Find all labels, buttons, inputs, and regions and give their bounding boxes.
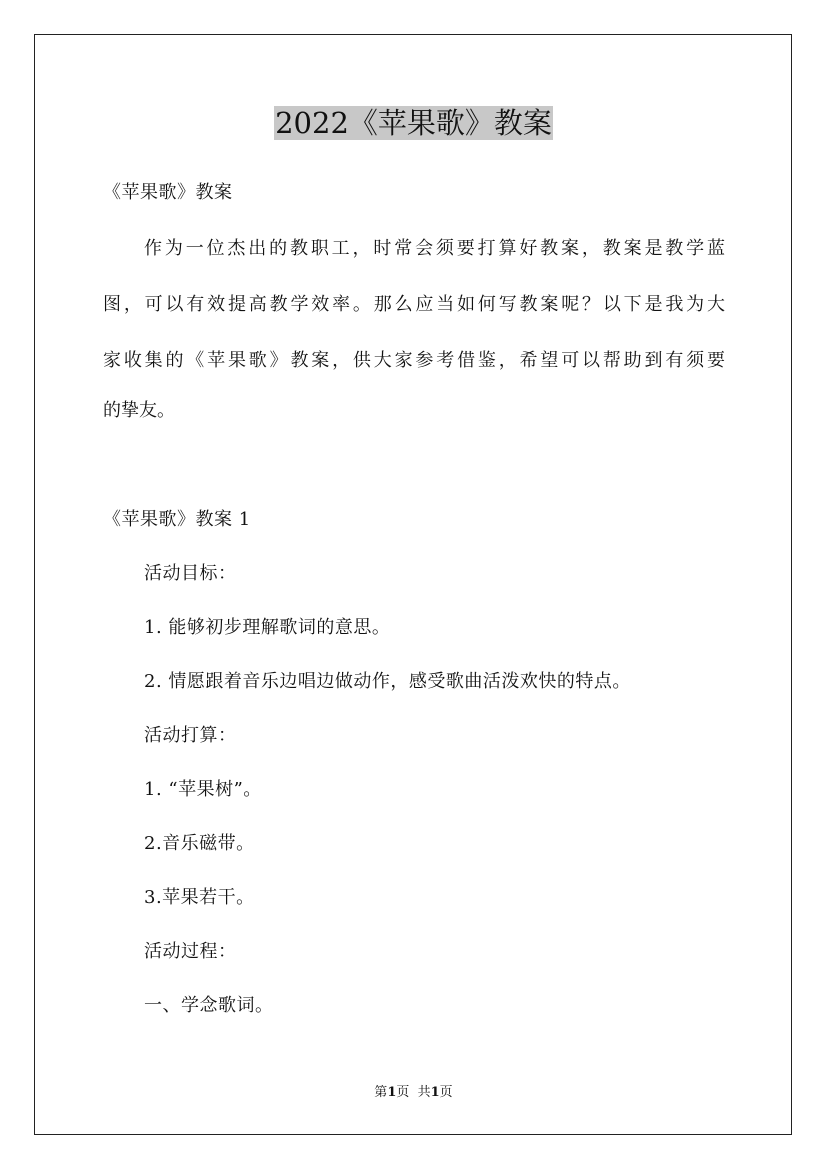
prep-item-1: 1. “苹果树”。 bbox=[144, 779, 262, 800]
footer-page-prefix: 第 bbox=[374, 1085, 388, 1100]
goal-item-1: 1. 能够初步理解歌词的意思。 bbox=[144, 617, 391, 638]
intro-line-1: 作为一位杰出的教职工，时常会须要打算好教案，教案是教学蓝 bbox=[144, 238, 725, 259]
process-heading: 活动过程： bbox=[144, 941, 237, 962]
page-footer bbox=[0, 1084, 827, 1102]
intro-line-3: 家收集的《苹果歌》教案，供大家参考借鉴，希望可以帮助到有须要 bbox=[103, 350, 725, 371]
section-heading: 《苹果歌》教案 1 bbox=[103, 509, 251, 530]
prep-item-3: 3.苹果若干。 bbox=[144, 887, 255, 908]
intro-line-4: 的挚友。 bbox=[103, 400, 175, 421]
process-item-1: 一、学念歌词。 bbox=[144, 995, 274, 1016]
footer-page-mid: 页 共 bbox=[396, 1085, 431, 1100]
intro-line-2: 图，可以有效提高教学效率。那么应当如何写教案呢？以下是我为大 bbox=[103, 294, 725, 315]
footer-page-total: 1 bbox=[430, 1085, 440, 1100]
prep-heading: 活动打算： bbox=[144, 725, 237, 746]
goals-heading: 活动目标： bbox=[144, 563, 237, 584]
prep-item-2: 2.音乐磁带。 bbox=[144, 833, 255, 854]
document-subtitle: 《苹果歌》教案 bbox=[103, 182, 233, 203]
goal-item-2: 2. 情愿跟着音乐边唱边做动作，感受歌曲活泼欢快的特点。 bbox=[144, 671, 631, 692]
footer-page-number: 1 bbox=[387, 1085, 397, 1100]
document-title bbox=[0, 103, 827, 143]
footer-page-suffix: 页 bbox=[439, 1085, 453, 1100]
document-title-text: 2022《苹果歌》教案 bbox=[275, 106, 552, 140]
